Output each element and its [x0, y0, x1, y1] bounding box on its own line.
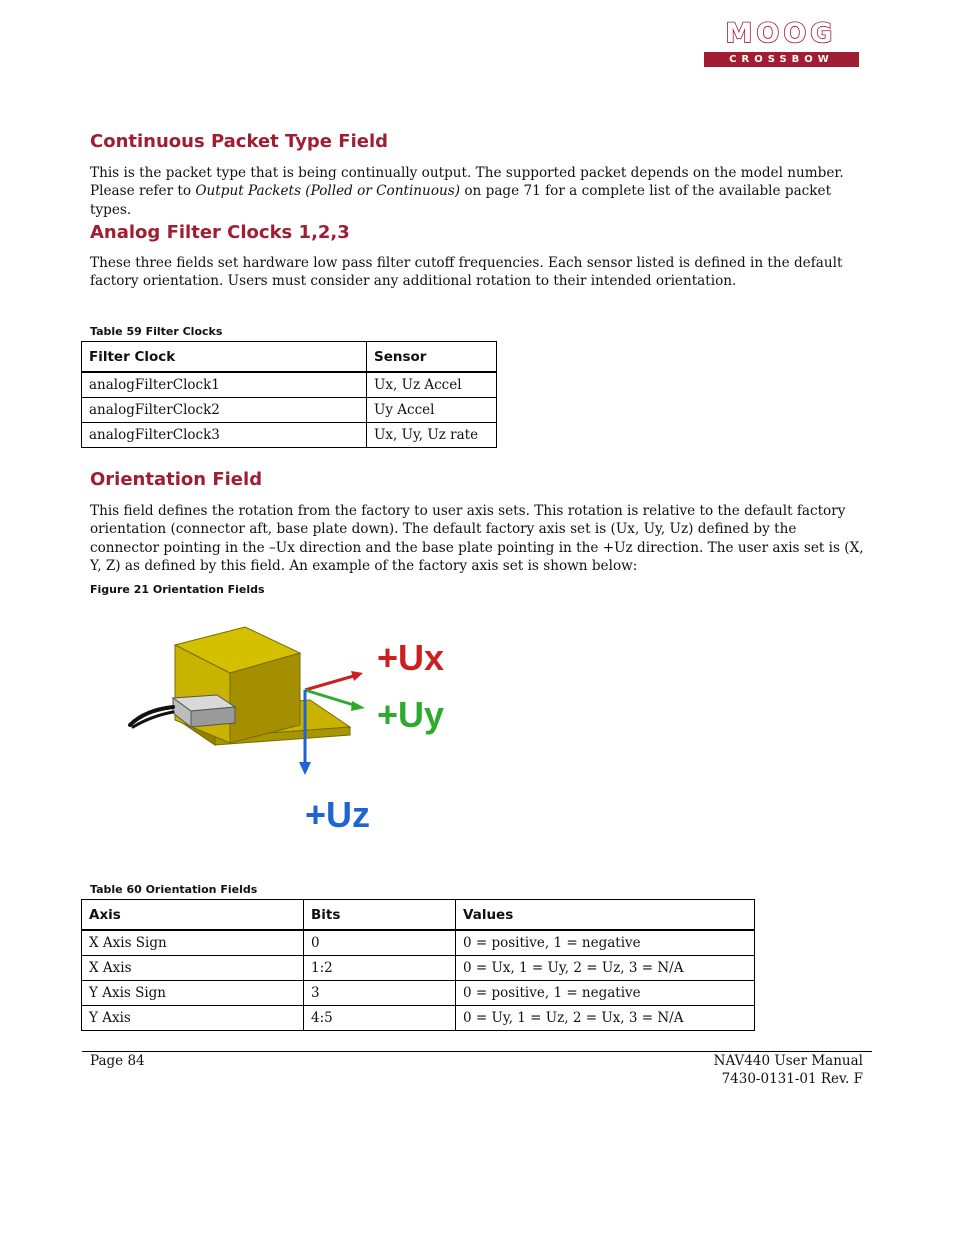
manual-title: NAV440 User Manual: [713, 1053, 863, 1069]
paragraph-text: This is the packet type that is being continually output. The supported packet depends on the model number. Please refer to: [90, 165, 844, 200]
ux-axis-arrow: [305, 675, 357, 690]
table-cell: 0 = Ux, 1 = Uy, 2 = Uz, 3 = N/A: [456, 956, 755, 981]
section-title-analog-filter: Analog Filter Clocks 1,2,3: [90, 222, 350, 243]
uy-label: +Uy: [377, 694, 445, 735]
table-caption: Table 59 Filter Clocks: [90, 325, 223, 338]
table-cell: Ux, Uy, Uz rate: [367, 423, 497, 448]
table-cell: Uy Accel: [367, 398, 497, 423]
table-row: [82, 423, 497, 448]
table-cell: Ux, Uz Accel: [367, 372, 497, 398]
table-header-cell: Sensor: [367, 342, 497, 373]
section-paragraph-orientation: This field defines the rotation from the factory to user axis sets. This rotation is relative to the default factory orientation (connector aft, base plate down). The default factory axis set is (Ux, Uy, Uz) defined by the connector pointing in the –Ux direction and the base plate pointing in the +Uz direction. The user axis set is (X, Y, Z) as defined by this field. An example of the factory axis set is shown below:: [90, 503, 864, 574]
section-paragraph-continuous-packet: [90, 164, 865, 219]
table-cell: 0: [304, 930, 456, 956]
table-cell: analogFilterClock3: [82, 423, 367, 448]
table-cell: Y Axis: [82, 1006, 304, 1031]
table-cell: analogFilterClock2: [82, 398, 367, 423]
table-row: [82, 956, 755, 981]
uz-label: +Uz: [305, 794, 371, 835]
figure-caption: Figure 21 Orientation Fields: [90, 583, 265, 596]
table-cell: Y Axis Sign: [82, 981, 304, 1006]
footer-doc-info: [714, 1052, 863, 1088]
table-cell: 4:5: [304, 1006, 456, 1031]
table-header-cell: Axis: [82, 900, 304, 931]
section-title-orientation: Orientation Field: [90, 469, 263, 490]
cable: [130, 707, 173, 725]
company-logo: [701, 18, 861, 68]
filter-clocks-table: [81, 341, 497, 448]
uz-arrowhead: [299, 762, 311, 775]
ux-arrowhead: [351, 671, 363, 681]
section-paragraph-analog-filter: These three fields set hardware low pass filter cutoff frequencies. Each sensor listed is defined in the default factory orientation. Users must consider any additional rotation to their intended orientation.: [90, 255, 843, 290]
table-row: [82, 372, 497, 398]
table-header-cell: Filter Clock: [82, 342, 367, 373]
document-number: 7430-0131-01 Rev. F: [721, 1071, 863, 1087]
logo-moog-text: MOOG: [725, 18, 837, 49]
table-cell: 1:2: [304, 956, 456, 981]
table-cell: 0 = Uy, 1 = Uz, 2 = Ux, 3 = N/A: [456, 1006, 755, 1031]
table-row: [82, 981, 755, 1006]
section-title-continuous-packet: Continuous Packet Type Field: [90, 131, 389, 152]
table-row: [82, 398, 497, 423]
logo-crossbow-bar: CROSSBOW: [704, 52, 859, 67]
table-row: [82, 1006, 755, 1031]
table-cell: 0 = positive, 1 = negative: [456, 981, 755, 1006]
cross-reference: Output Packets (Polled or Continuous): [195, 183, 461, 200]
paragraph-text: on page 71 for a complete list of the available packet types.: [90, 183, 832, 218]
connector-front: [191, 707, 235, 727]
ux-label: +Ux: [377, 637, 445, 678]
table-caption: Table 60 Orientation Fields: [90, 883, 258, 896]
table-cell: X Axis Sign: [82, 930, 304, 956]
table-cell: analogFilterClock1: [82, 372, 367, 398]
table-row: [82, 930, 755, 956]
page-number: Page 84: [90, 1053, 145, 1069]
table-cell: 3: [304, 981, 456, 1006]
uy-arrowhead: [351, 701, 365, 711]
table-cell: X Axis: [82, 956, 304, 981]
table-header-cell: Bits: [304, 900, 456, 931]
orientation-figure: [125, 615, 445, 840]
table-header-row: [82, 342, 497, 373]
table-cell: 0 = positive, 1 = negative: [456, 930, 755, 956]
table-header-row: [82, 900, 755, 931]
table-header-cell: Values: [456, 900, 755, 931]
orientation-fields-table: [81, 899, 755, 1031]
